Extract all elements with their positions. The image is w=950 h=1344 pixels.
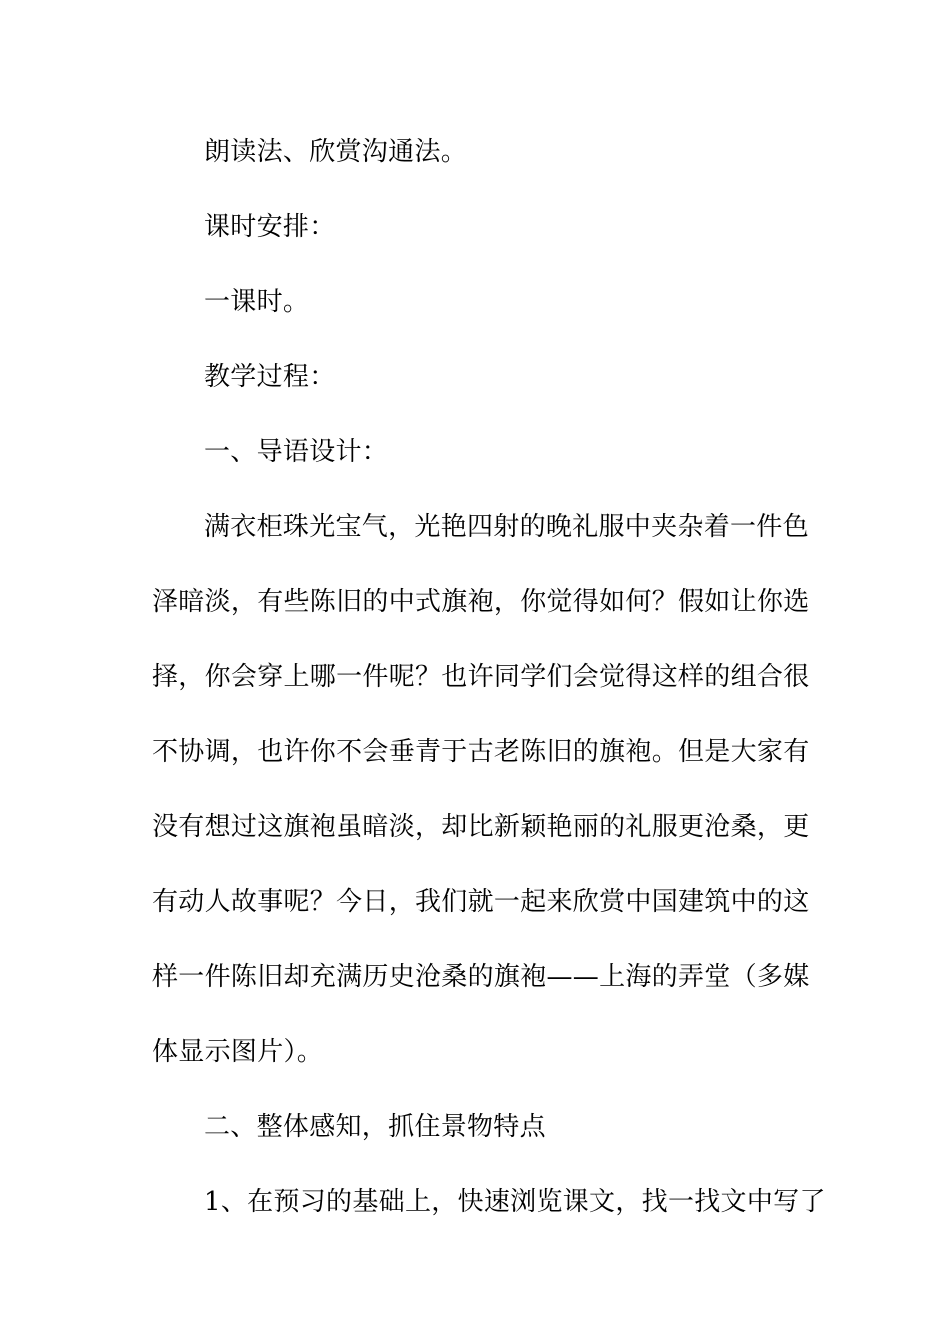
paragraph-intro-line-6: 有动人故事呢？今日，我们就一起来欣赏中国建筑中的这 — [152, 887, 810, 917]
paragraph-teaching-methods: 朗读法、欣赏沟通法。 — [204, 137, 468, 167]
heading-teaching-process: 教学过程： — [204, 362, 336, 392]
heading-introduction-design: 一、导语设计： — [204, 437, 389, 467]
paragraph-intro-line-4: 不协调，也许你不会垂青于古老陈旧的旗袍。但是大家有 — [152, 737, 810, 767]
paragraph-intro-line-2: 泽暗淡，有些陈旧的中式旗袍，你觉得如何？假如让你选 — [152, 587, 810, 617]
paragraph-one-period: 一课时。 — [204, 287, 310, 317]
paragraph-intro-line-5: 没有想过这旗袍虽暗淡，却比新颖艳丽的礼服更沧桑，更 — [152, 812, 810, 842]
heading-overall-perception: 二、整体感知，抓住景物特点 — [204, 1112, 546, 1142]
paragraph-intro-line-3: 择，你会穿上哪一件呢？也许同学们会觉得这样的组合很 — [152, 662, 810, 692]
paragraph-intro-line-8: 体显示图片）。 — [152, 1037, 324, 1067]
heading-class-schedule: 课时安排： — [204, 212, 336, 242]
paragraph-task-1: 1、在预习的基础上，快速浏览课文，找一找文中写了 — [204, 1187, 826, 1217]
paragraph-intro-line-1: 满衣柜珠光宝气，光艳四射的晚礼服中夹杂着一件色 — [204, 512, 809, 542]
paragraph-intro-line-7: 样一件陈旧却充满历史沧桑的旗袍——上海的弄堂（多媒 — [152, 962, 810, 992]
